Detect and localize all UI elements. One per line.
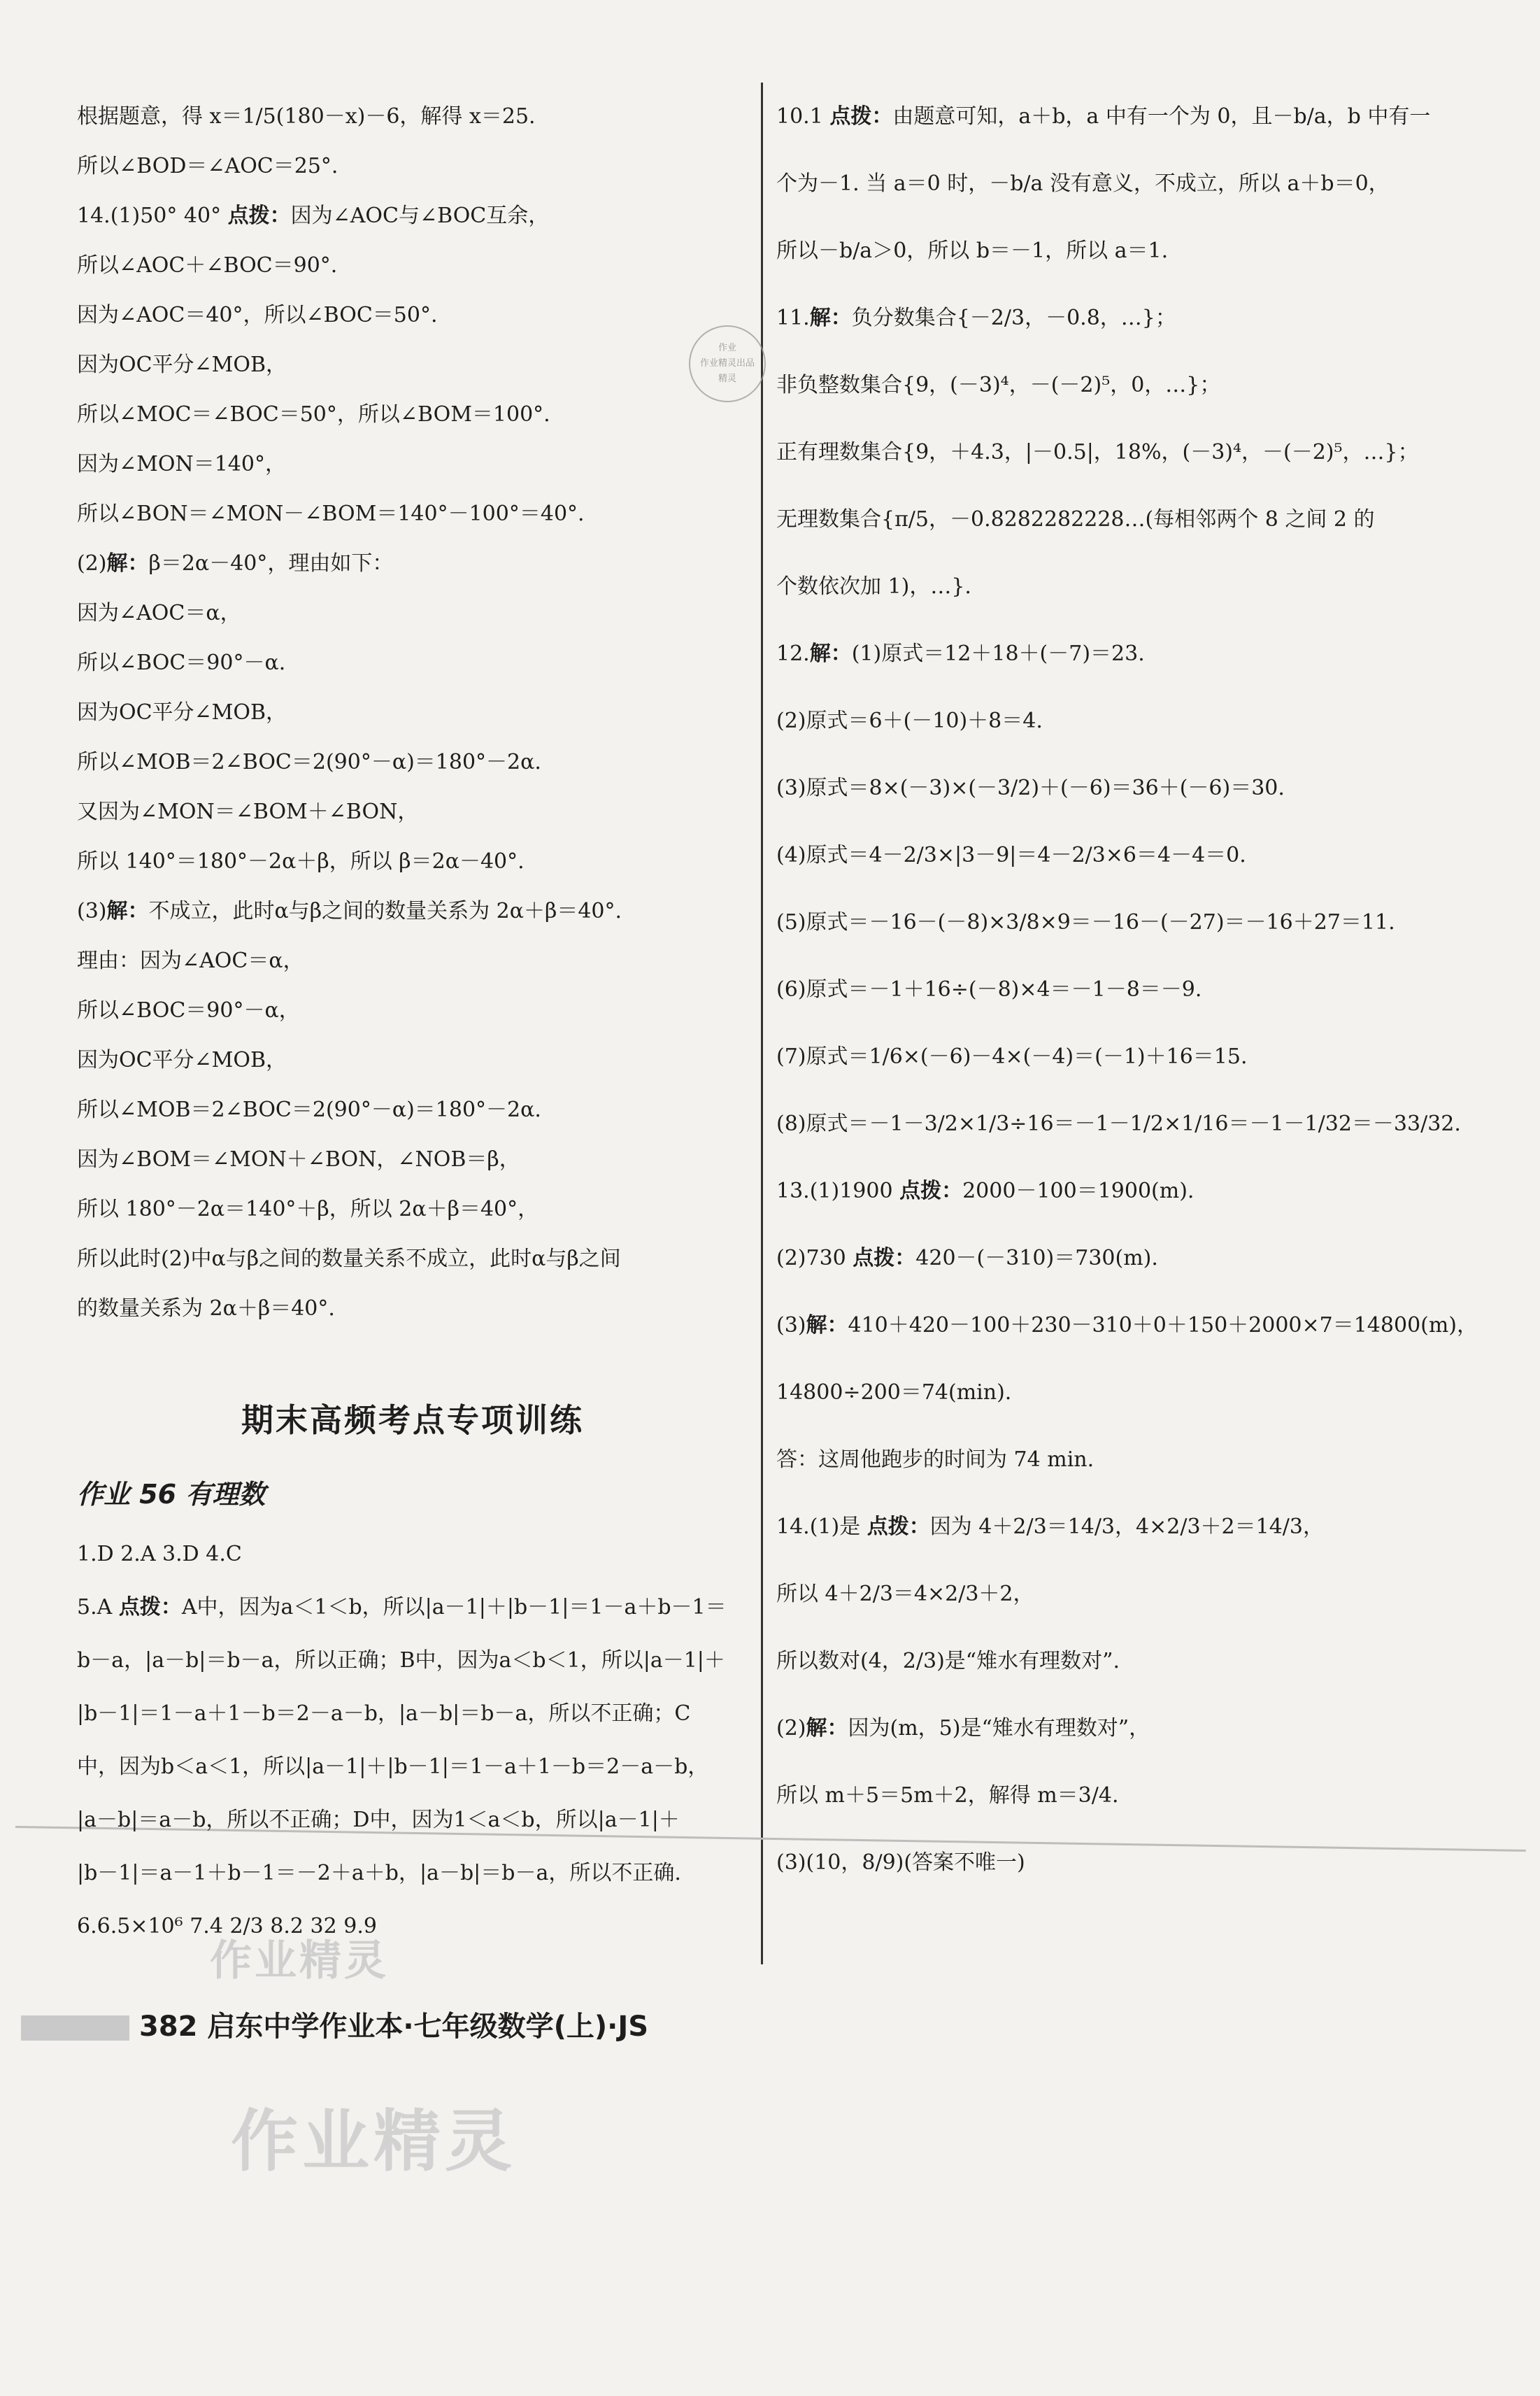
text-line: 因为∠MON＝140°， [77, 452, 286, 476]
text-line: 正有理数集合{9，＋4.3，|－0.5|，18%，(－3)⁴，－(－2)⁵，…}； [776, 440, 1419, 465]
text-line: 所以∠BOC＝90°－α. [77, 651, 286, 675]
stamp-logo: 作业 作业精灵出品 精灵 [689, 325, 766, 402]
text-line: (7)原式＝1/6×(－6)－4×(－4)＝(－1)＋16＝15. [776, 1044, 1248, 1069]
text-line: 个为－1. 当 a＝0 时，－b/a 没有意义，不成立，所以 a＋b＝0， [776, 171, 1390, 196]
text-line: 个数依次加 1)，…}. [776, 574, 971, 599]
text-line: 因为OC平分∠MOB， [77, 1048, 287, 1072]
footer-text: 382 启东中学作业本·七年级数学(上)·JS [139, 2011, 649, 2043]
text-line: (2)730 点拨：420－(－310)＝730(m). [776, 1246, 1158, 1270]
text-line: 答：这周他跑步的时间为 74 min. [776, 1447, 1095, 1472]
text-line: 11.解：负分数集合{－2/3，－0.8，…}； [776, 306, 1176, 330]
text-line: (2)原式＝6＋(－10)＋8＝4. [776, 709, 1043, 733]
text-line: 5.A 点拨：A中，因为a＜1＜b，所以|a－1|＋|b－1|＝1－a＋b－1＝ [77, 1595, 727, 1619]
text-line: 所以∠MOB＝2∠BOC＝2(90°－α)＝180°－2α. [77, 1098, 541, 1122]
text-line: 的数量关系为 2α＋β＝40°. [77, 1296, 335, 1321]
text-line: 理由：因为∠AOC＝α， [77, 949, 304, 973]
text-line: 因为OC平分∠MOB， [77, 353, 287, 377]
page-footer [21, 2002, 648, 2051]
text-line: 所以 4＋2/3＝4×2/3＋2， [776, 1582, 1034, 1606]
text-line: (2)解：因为(m，5)是“雉水有理数对”， [776, 1716, 1150, 1741]
text-line: (3)解：不成立，此时α与β之间的数量关系为 2α＋β＝40°. [77, 899, 622, 923]
text-line: 12.解：(1)原式＝12＋18＋(－7)＝23. [776, 641, 1145, 666]
text-line: |a－b|＝a－b，所以不正确；D中，因为1＜a＜b，所以|a－1|＋ [77, 1808, 680, 1832]
text-line: (4)原式＝4－2/3×|3－9|＝4－2/3×6＝4－4＝0. [776, 843, 1246, 867]
text-line: 非负整数集合{9，(－3)⁴，－(－2)⁵，0，…}； [776, 373, 1221, 397]
text-line: (2)解：β＝2α－40°，理由如下： [77, 551, 394, 576]
section-title: 期末高频考点专项训练 [241, 1401, 584, 1439]
text-line: 中，因为b＜a＜1，所以|a－1|＋|b－1|＝1－a＋1－b＝2－a－b， [77, 1755, 709, 1779]
text-line: (3)原式＝8×(－3)×(－3/2)＋(－6)＝36＋(－6)＝30. [776, 776, 1285, 800]
text-line: |b－1|＝1－a＋1－b＝2－a－b，|a－b|＝b－a，所以不正确；C [77, 1701, 691, 1726]
text-line: 所以∠BOD＝∠AOC＝25°. [77, 154, 338, 178]
text-line: 所以∠BOC＝90°－α， [77, 998, 300, 1023]
text-line: (3)(10，8/9)(答案不唯一) [776, 1850, 1025, 1875]
text-line: (6)原式＝－1＋16÷(－8)×4＝－1－8＝－9. [776, 977, 1202, 1002]
text-line: 1.D 2.A 3.D 4.C [77, 1542, 242, 1566]
text-line: 无理数集合{π/5，－0.8282282228…(每相邻两个 8 之间 2 的 [776, 507, 1375, 532]
text-line: 所以 m＋5＝5m＋2，解得 m＝3/4. [776, 1783, 1119, 1808]
text-line: |b－1|＝a－1＋b－1＝－2＋a＋b，|a－b|＝b－a，所以不正确. [77, 1861, 681, 1885]
text-line: b－a，|a－b|＝b－a，所以正确；B中，因为a＜b＜1，所以|a－1|＋ [77, 1648, 725, 1673]
footer-bar [21, 2015, 129, 2041]
text-line: 所以－b/a＞0，所以 b＝－1，所以 a＝1. [776, 239, 1169, 263]
text-line: 所以此时(2)中α与β之间的数量关系不成立，此时α与β之间 [77, 1247, 621, 1271]
text-line: 所以 140°＝180°－2α＋β，所以 β＝2α－40°. [77, 849, 525, 874]
text-line: 因为∠AOC＝40°，所以∠BOC＝50°. [77, 303, 438, 327]
text-line: 14.(1)是 点拨：因为 4＋2/3＝14/3，4×2/3＋2＝14/3， [776, 1515, 1324, 1539]
text-line: 所以∠MOC＝∠BOC＝50°，所以∠BOM＝100°. [77, 402, 550, 427]
text-line: 根据题意，得 x＝1/5(180－x)－6，解得 x＝25. [77, 104, 536, 129]
text-line: 10.1 点拨：由题意可知，a＋b，a 中有一个为 0，且－b/a，b 中有一 [776, 104, 1431, 129]
homework-title: 作业 56 有理数 [77, 1479, 266, 1510]
text-line: 又因为∠MON＝∠BOM＋∠BON， [77, 800, 419, 824]
text-line: (8)原式＝－1－3/2×1/3÷16＝－1－1/2×1/16＝－1－1/32＝－33/32. [776, 1112, 1461, 1136]
text-line: 所以 180°－2α＝140°＋β，所以 2α＋β＝40°， [77, 1197, 539, 1221]
text-line: 14.(1)50° 40° 点拨：因为∠AOC与∠BOC互余， [77, 204, 550, 228]
watermark-small: 作业精灵 [210, 1936, 389, 1985]
text-line: 所以∠AOC＋∠BOC＝90°. [77, 253, 338, 278]
text-line: 因为OC平分∠MOB， [77, 700, 287, 725]
text-line: (3)解：410＋420－100＋230－310＋0＋150＋2000×7＝14800(m)， [776, 1313, 1478, 1338]
text-line: 13.(1)1900 点拨：2000－100＝1900(m). [776, 1179, 1195, 1203]
text-line: 6.6.5×10⁶ 7.4 2/3 8.2 32 9.9 [77, 1914, 377, 1938]
text-line: (5)原式＝－16－(－8)×3/8×9＝－16－(－27)＝－16＋27＝11. [776, 910, 1395, 935]
text-line: 因为∠AOC＝α， [77, 601, 241, 625]
text-line: 因为∠BOM＝∠MON＋∠BON，∠NOB＝β， [77, 1147, 520, 1172]
watermark-large: 作业精灵 [231, 2102, 516, 2181]
text-line: 所以数对(4，2/3)是“雉水有理数对”. [776, 1649, 1120, 1673]
text-line: 所以∠BON＝∠MON－∠BOM＝140°－100°＝40°. [77, 502, 585, 526]
text-line: 14800÷200＝74(min). [776, 1380, 1012, 1405]
text-line: 所以∠MOB＝2∠BOC＝2(90°－α)＝180°－2α. [77, 750, 541, 774]
